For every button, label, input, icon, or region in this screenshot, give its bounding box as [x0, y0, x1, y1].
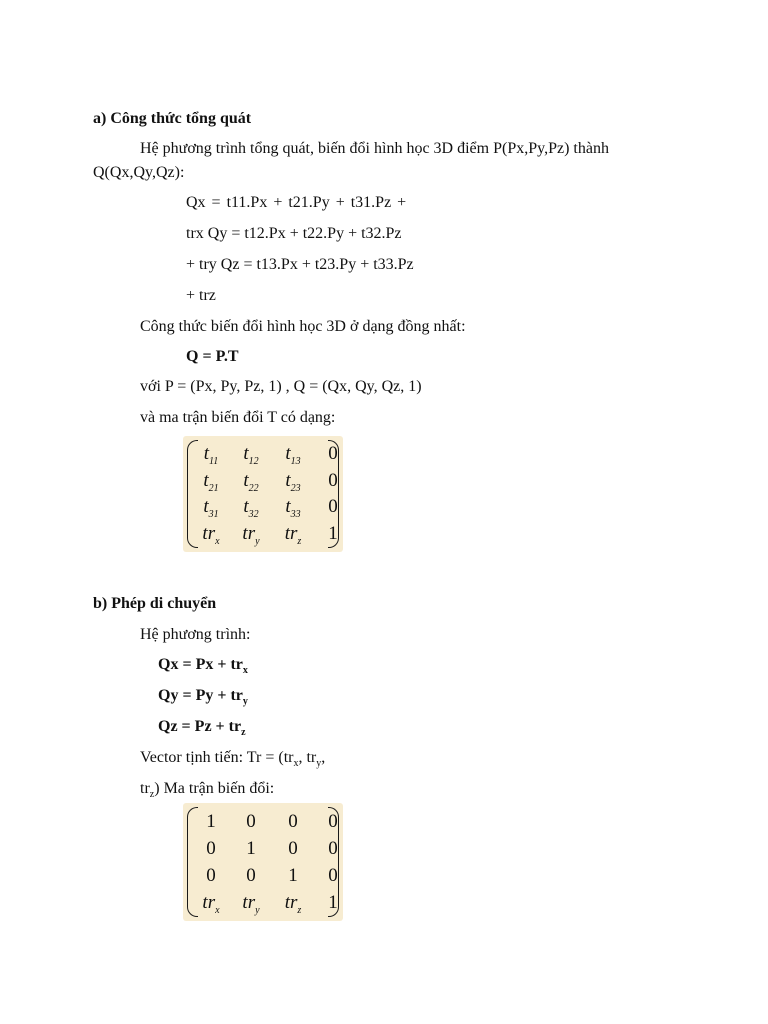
- matrix-cell-r1-c3: 0: [288, 810, 298, 832]
- matrix-cell-r2-c4: 0: [328, 837, 338, 859]
- subscript-z: z: [241, 727, 246, 739]
- matrix-cell-r3-c3: 1: [288, 864, 298, 886]
- vector-sub-z: z: [149, 789, 155, 801]
- matrix-cell-r4-c3: $tr_z$: [284, 522, 302, 547]
- matrix-cell-r3-c4: 0: [328, 496, 338, 518]
- section-a-heading: a) Công thức tổng quát: [93, 110, 252, 127]
- matrix-cell-r1-c1: $t_{11}$: [203, 443, 219, 468]
- matrix-cell-r2-c3: $t_{23}$: [285, 469, 301, 494]
- equation-trz: + trz: [186, 287, 216, 304]
- translation-vector-line1: [140, 748, 325, 774]
- equation-translate-x: [158, 655, 248, 681]
- matrix-cell-r2-c1: 0: [206, 837, 216, 859]
- equation-translate-z-text: Qz = Pz + tr: [158, 718, 242, 735]
- matrix-cell-r3-c3: $t_{33}$: [285, 496, 301, 521]
- matrix-cell-r1-c4: 0: [328, 810, 338, 832]
- vector2-text-b: ) Ma trận biến đổi:: [154, 780, 275, 797]
- section-a-intro-line1: Hệ phương trình tổng quát, biến đổi hình học 3D điểm P(Px,Py,Pz) thành: [140, 140, 609, 157]
- vector2-text-a: tr: [140, 780, 150, 797]
- matrix-cell-r1-c3: $t_{13}$: [285, 443, 301, 468]
- subscript-y: y: [242, 696, 248, 708]
- transform-matrix-general: [183, 436, 343, 552]
- vectors-definition: với P = (Px, Py, Pz, 1) , Q = (Qx, Qy, Qz, 1): [140, 378, 422, 395]
- matrix-cell-r3-c4: 0: [328, 864, 338, 886]
- vector-text-a: Vector tịnh tiến: Tr = (tr: [140, 749, 294, 766]
- matrix-cell-r1-c4: 0: [328, 443, 338, 465]
- equation-qy: trx Qy = t12.Px + t22.Py + t32.Pz: [186, 225, 402, 242]
- matrix-intro-text: và ma trận biến đổi T có dạng:: [140, 409, 336, 426]
- matrix-cell-r4-c2: $tr_y$: [242, 891, 260, 916]
- matrix-cell-r2-c2: $t_{22}$: [243, 469, 259, 494]
- matrix-cell-r2-c2: 1: [246, 837, 256, 859]
- matrix-cell-r1-c1: 1: [206, 810, 216, 832]
- subscript-x: x: [242, 665, 248, 677]
- system-text: Hệ phương trình:: [140, 626, 251, 643]
- vector-sub-y: y: [316, 758, 322, 770]
- translation-matrix: [183, 803, 343, 921]
- equation-translate-x-text: Qx = Px + tr: [158, 656, 243, 673]
- matrix-cell-r2-c4: 0: [328, 469, 338, 491]
- matrix-cell-r3-c1: 0: [206, 864, 216, 886]
- matrix-cell-r2-c3: 0: [288, 837, 298, 859]
- equation-translate-y: [158, 686, 248, 712]
- matrix-cell-r4-c1: $tr_x$: [202, 891, 220, 916]
- equation-translate-z: [158, 717, 246, 743]
- equation-translate-y-text: Qy = Py + tr: [158, 687, 243, 704]
- matrix-cell-r1-c2: 0: [246, 810, 256, 832]
- vector-text-b: , tr: [298, 749, 317, 766]
- homogeneous-text: Công thức biến đổi hình học 3D ở dạng đồng nhất:: [140, 318, 466, 335]
- equation-qx: Qx = t11.Px + t21.Py + t31.Pz +: [186, 194, 407, 211]
- matrix-cell-r4-c4: 1: [328, 522, 338, 544]
- translation-vector-line2: [140, 779, 274, 805]
- vector-sub-x: x: [293, 758, 299, 770]
- matrix-cell-r2-c1: $t_{21}$: [203, 469, 219, 494]
- vector-text-c: ,: [321, 749, 326, 766]
- matrix-cell-r4-c3: $tr_z$: [284, 891, 302, 916]
- matrix-cell-r1-c2: $t_{12}$: [243, 443, 259, 468]
- matrix-cell-r4-c2: $tr_y$: [242, 522, 260, 547]
- matrix-cell-r3-c1: $t_{31}$: [203, 496, 219, 521]
- matrix-cell-r4-c4: 1: [328, 891, 338, 913]
- matrix-cell-r3-c2: 0: [246, 864, 256, 886]
- homogeneous-formula: Q = P.T: [186, 348, 239, 365]
- section-b-heading: b) Phép di chuyển: [93, 595, 217, 612]
- equation-qz: + try Qz = t13.Px + t23.Py + t33.Pz: [186, 256, 414, 273]
- matrix-cell-r4-c1: $tr_x$: [202, 522, 220, 547]
- section-a-intro-line2: Q(Qx,Qy,Qz):: [93, 164, 185, 181]
- matrix-cell-r3-c2: $t_{32}$: [243, 496, 259, 521]
